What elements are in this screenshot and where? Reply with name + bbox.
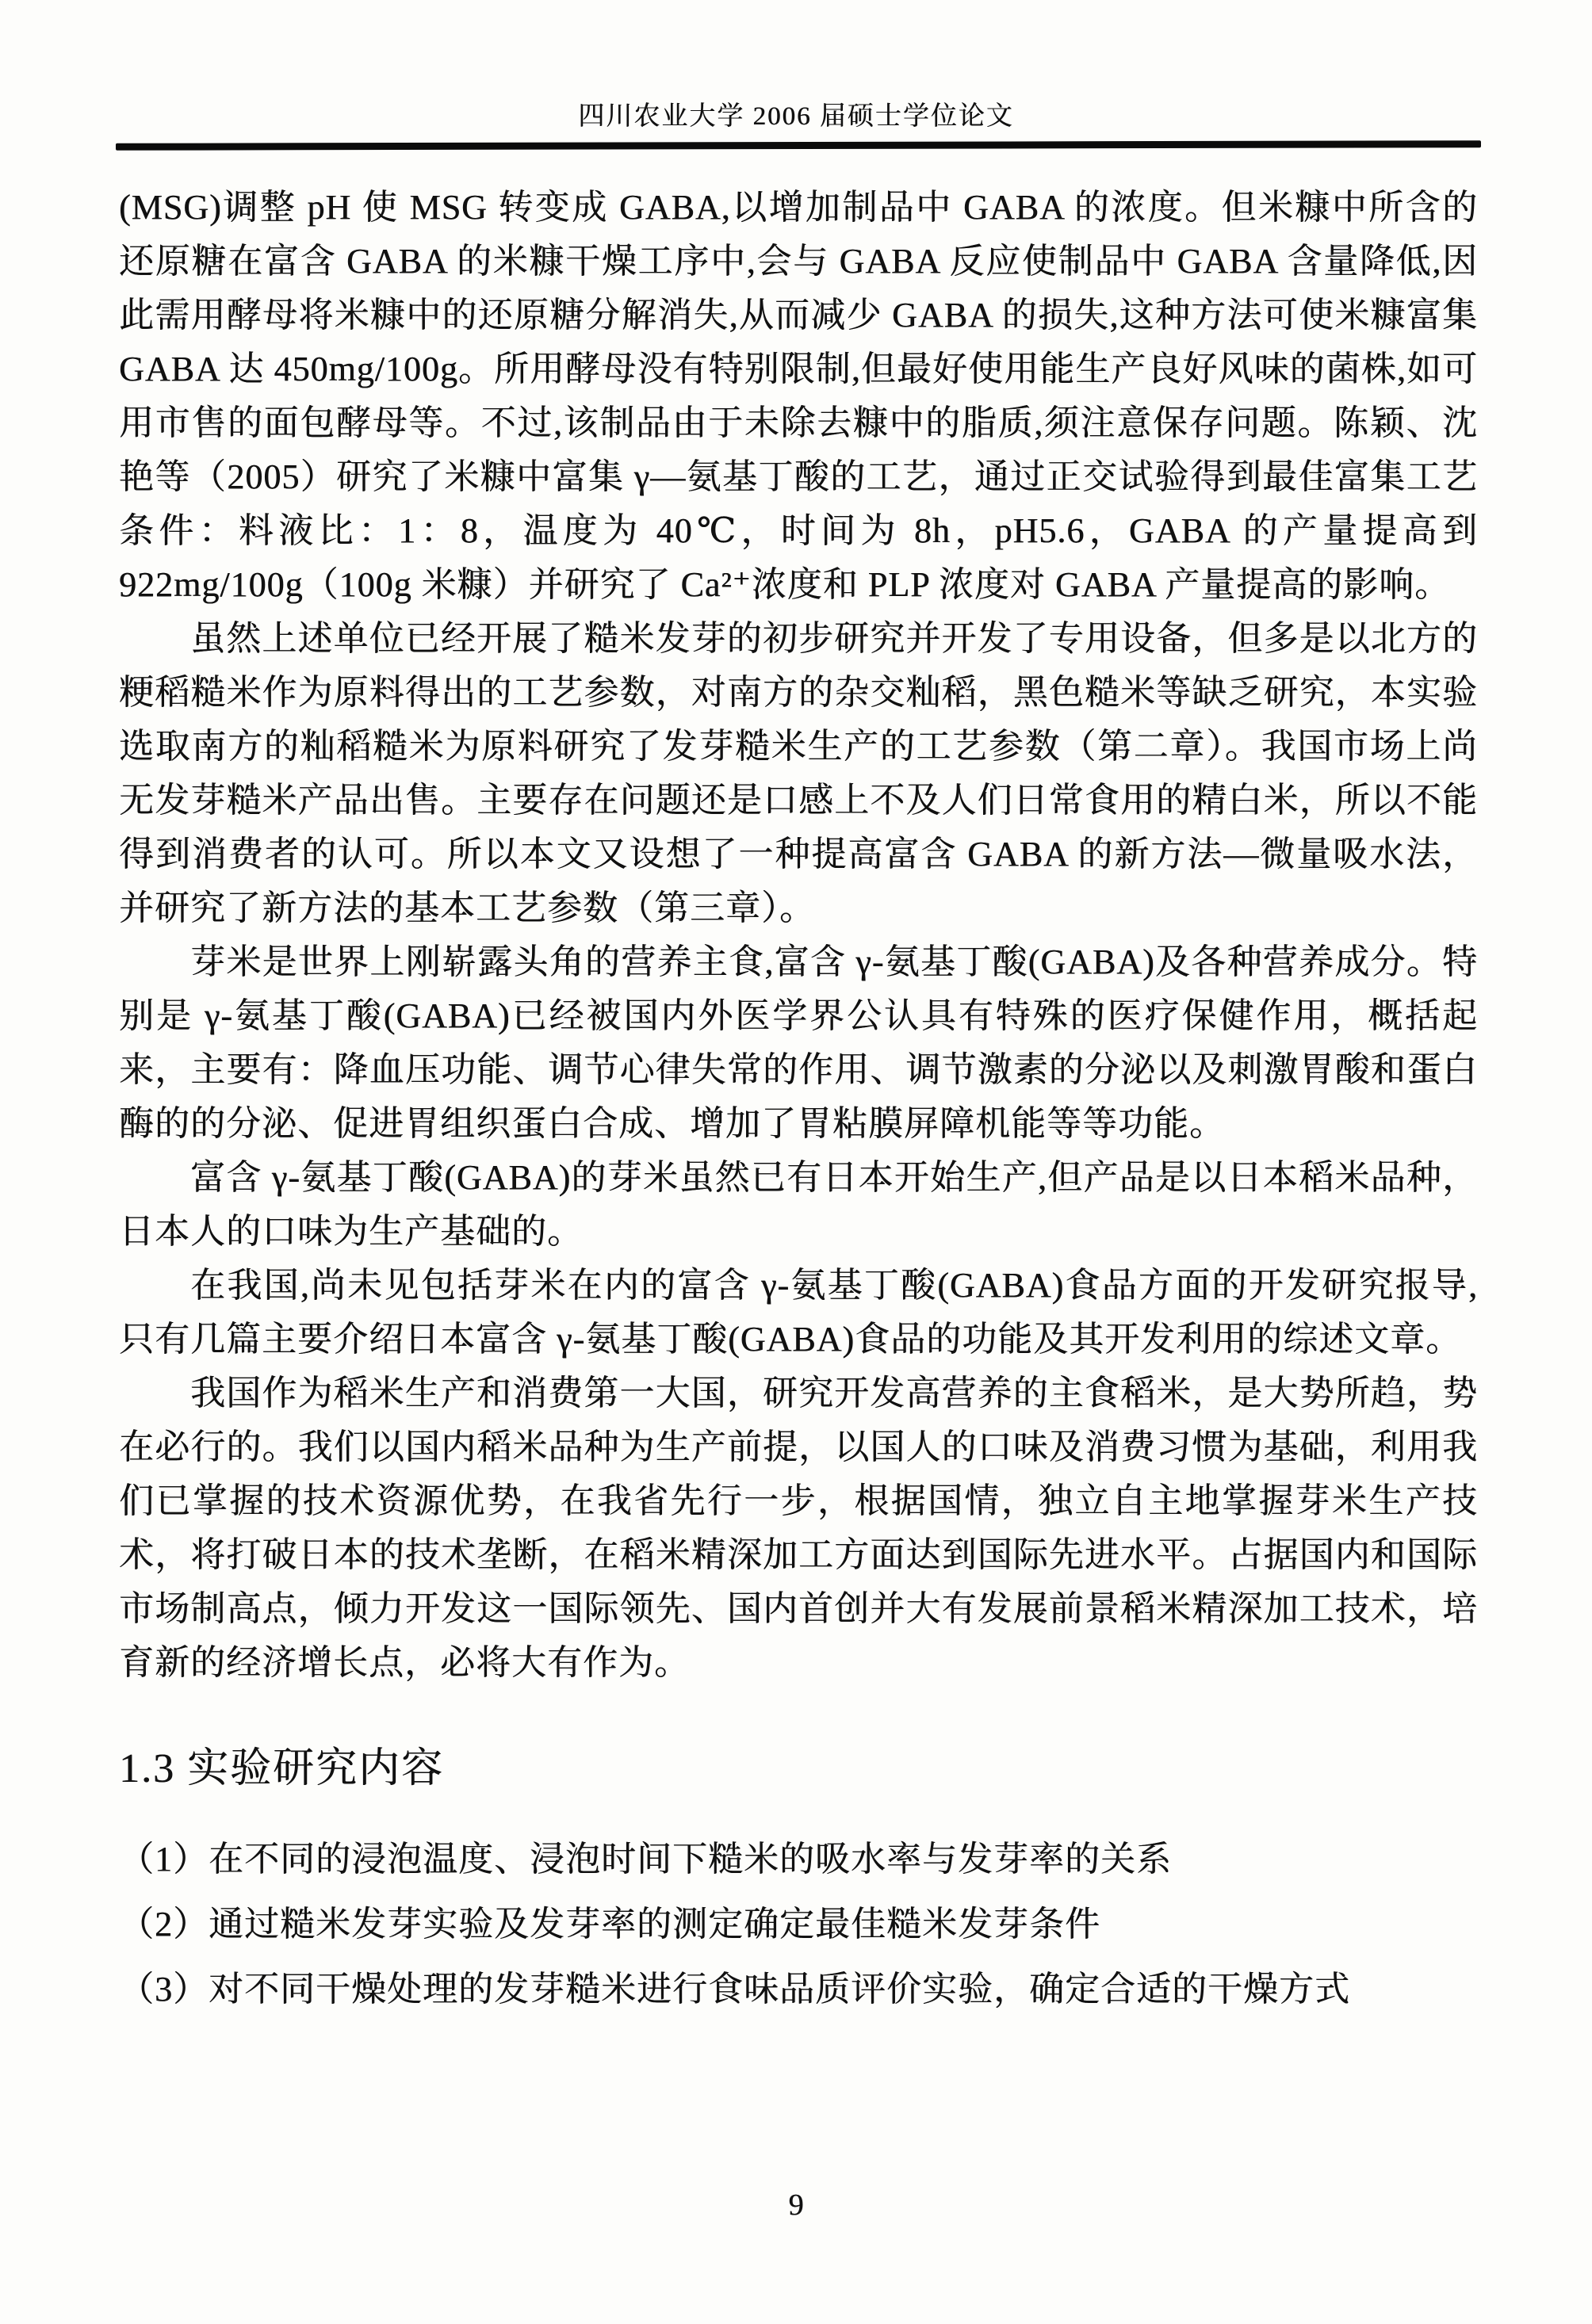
list-item-2: （2）通过糙米发芽实验及发芽率的测定确定最佳糙米发芽条件: [119, 1905, 1100, 1944]
page-number: 9: [788, 2188, 804, 2222]
paragraph-japan-production: 富含 γ-氨基丁酸(GABA)的芽米虽然已有日本开始生产,但产品是以日本稻米品种，日本人的口味为生产基础的。: [119, 1158, 1478, 1251]
section-heading-1-3: 1.3 实验研究内容: [119, 1746, 445, 1791]
research-content-list: [119, 1827, 1478, 2022]
paragraph-development-outlook: 我国作为稻米生产和消费第一大国，研究开发高营养的主食稻米，是大势所趋，势在必行的。我们以国内稻米品种为生产前提，以国人的口味及消费习惯为基础，利用我们已掌握的技术资源优势，在我省先行一步，根据国情，独立自主地掌握芽米生产技术，将打破日本的技术垄断，在稻米精深加工方面达到国际先进水平。占据国内和国际市场制高点，倾力开发这一国际领先、国内首创并大有发展前景稻米精深加工技术，培育新的经济增长点，必将大有作为。: [119, 1374, 1478, 1682]
paragraph-msg-gaba: (MSG)调整 pH 使 MSG 转变成 GABA,以增加制品中 GABA 的浓度。但米糠中所含的还原糖在富含 GABA 的米糠干燥工序中,会与 GABA 反应使制品中 GABA 含量降低,因此需用酵母将米糠中的还原糖分解消失,从而减少 GABA 的损失,这种方法可使米糠富集 GABA 达 450mg/100g。所用酵母没有特别限制,但最好使用能生产良好风味的菌株,如可用市售的面包酵母等。不过,该制品由于未除去糠中的脂质,须注意保存问题。陈颖、沈艳等（2005）研究了米糠中富集 γ—氨基丁酸的工艺，通过正交试验得到最佳富集工艺条件：料液比：1：8，温度为 40℃，时间为 8h，pH5.6，GABA 的产量提高到 922mg/100g（100g 米糠）并研究了 Ca²⁺浓度和 PLP 浓度对 GABA 产量提高的影响。: [119, 188, 1478, 604]
running-head: 四川农业大学 2006 届硕士学位论文: [578, 102, 1014, 131]
paragraph-germination-research: 虽然上述单位已经开展了糙米发芽的初步研究并开发了专用设备，但多是以北方的粳稻糙米作为原料得出的工艺参数，对南方的杂交籼稻，黑色糙米等缺乏研究，本实验选取南方的籼稻糙米为原料研究了发芽糙米生产的工艺参数（第二章）。我国市场上尚无发芽糙米产品出售。主要存在问题还是口感上不及人们日常食用的精白米，所以不能得到消费者的认可。所以本文又设想了一种提高富含 GABA 的新方法—微量吸水法，并研究了新方法的基本工艺参数（第三章）。: [119, 619, 1478, 927]
list-item-1: （1）在不同的浸泡温度、浸泡时间下糙米的吸水率与发芽率的关系: [119, 1840, 1172, 1879]
paragraph-sprouted-rice-benefits: 芽米是世界上刚崭露头角的营养主食,富含 γ-氨基丁酸(GABA)及各种营养成分。特别是 γ-氨基丁酸(GABA)已经被国内外医学界公认具有特殊的医疗保健作用，概括起来，主要有：降血压功能、调节心律失常的作用、调节激素的分泌以及刺激胃酸和蛋白酶的的分泌、促进胃组织蛋白合成、增加了胃粘膜屏障机能等等功能。: [119, 942, 1478, 1143]
header-rule-divider: [116, 140, 1481, 151]
list-item-3: （3）对不同干燥处理的发芽糙米进行食味品质评价实验，确定合适的干燥方式: [119, 1970, 1350, 2009]
paragraph-domestic-status: 在我国,尚未见包括芽米在内的富含 γ-氨基丁酸(GABA)食品方面的开发研究报导,只有几篇主要介绍日本富含 γ-氨基丁酸(GABA)食品的功能及其开发利用的综述文章。: [119, 1266, 1478, 1359]
page-body: [119, 181, 1478, 2022]
